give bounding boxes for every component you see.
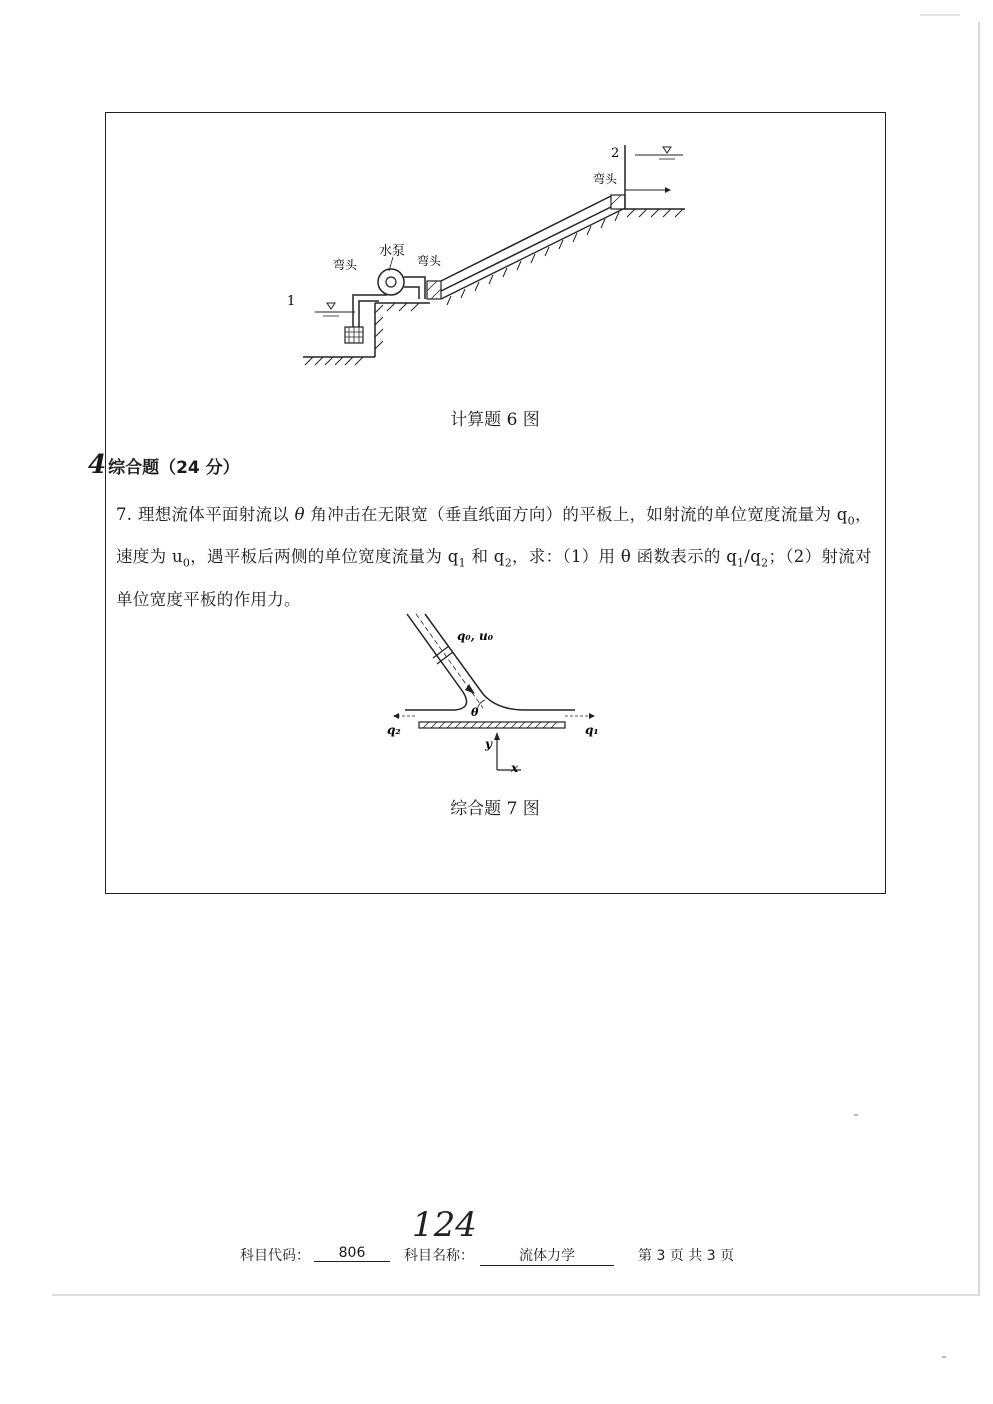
handwritten-section-number: 4: [88, 450, 107, 480]
slope-hatching: [447, 212, 619, 305]
y-axis-label: y: [485, 737, 492, 751]
ground-hatching-2: [627, 209, 683, 217]
elbow-block-top: [611, 195, 625, 209]
water-level-mark-1: [327, 303, 335, 309]
subject-code-label: 科目代码：: [240, 1248, 310, 1264]
section-heading: [88, 450, 240, 480]
scan-artifact: [942, 1356, 946, 1358]
discharge-pipe: [404, 277, 425, 299]
figure-7-caption: 综合题 7 图: [450, 799, 540, 819]
wall-hatching: [375, 303, 419, 349]
subject-name-value: 流体力学: [519, 1248, 575, 1264]
theta-symbol: θ: [294, 505, 305, 524]
label-elbow-left: 弯头: [333, 258, 358, 272]
q1-label: q₁: [585, 723, 599, 737]
scan-artifact: [854, 1114, 858, 1116]
label-elbow-top: 弯头: [593, 172, 618, 186]
slope-ground: [441, 209, 623, 299]
pump-casing: [378, 269, 404, 295]
label-section-1: 1: [287, 294, 296, 309]
q2-label: q₂: [387, 723, 401, 737]
inclined-pipe-top: [441, 195, 613, 281]
figure-6-pump-system: [275, 135, 695, 375]
page-info: 第 3 页 共 3 页: [638, 1248, 735, 1264]
figure-7-jet-on-plate: [385, 612, 610, 782]
jet-right-boundary: [425, 614, 575, 710]
section-title-text: 综合题（24 分）: [108, 458, 240, 478]
inclined-pipe-bottom: [441, 205, 615, 291]
label-pump: 水泵: [379, 244, 406, 259]
figure-6-caption: 计算题 6 图: [450, 410, 540, 430]
handwritten-page-mark: 124: [412, 1205, 477, 1245]
problem-7-text: 7. 理想流体平面射流以 θ 角冲击在无限宽（垂直纸面方向）的平板上，如射流的单位宽度流量为 $q_0$，速度为 $u_0$，遇平板后两侧的单位宽度流量为 $q_1$ 和 $q_2$，求：（1）用 θ 函数表示的 $q_1/q_2$；（2）射流对单位宽度平板的作用力。: [116, 505, 872, 609]
flow-arrow: [465, 684, 475, 694]
inlet-label: q₀, u₀: [457, 629, 493, 643]
x-axis-label: x: [511, 761, 519, 775]
water-level-mark-2: [663, 147, 671, 153]
scan-artifact: [920, 14, 960, 16]
subject-code-value: 806: [338, 1245, 366, 1261]
subject-name-label: 科目名称：: [404, 1248, 474, 1264]
ground-hatching-1: [305, 357, 363, 365]
label-elbow-mid: 弯头: [417, 254, 442, 268]
label-section-2: 2: [611, 146, 620, 161]
theta-label: θ: [471, 706, 479, 719]
